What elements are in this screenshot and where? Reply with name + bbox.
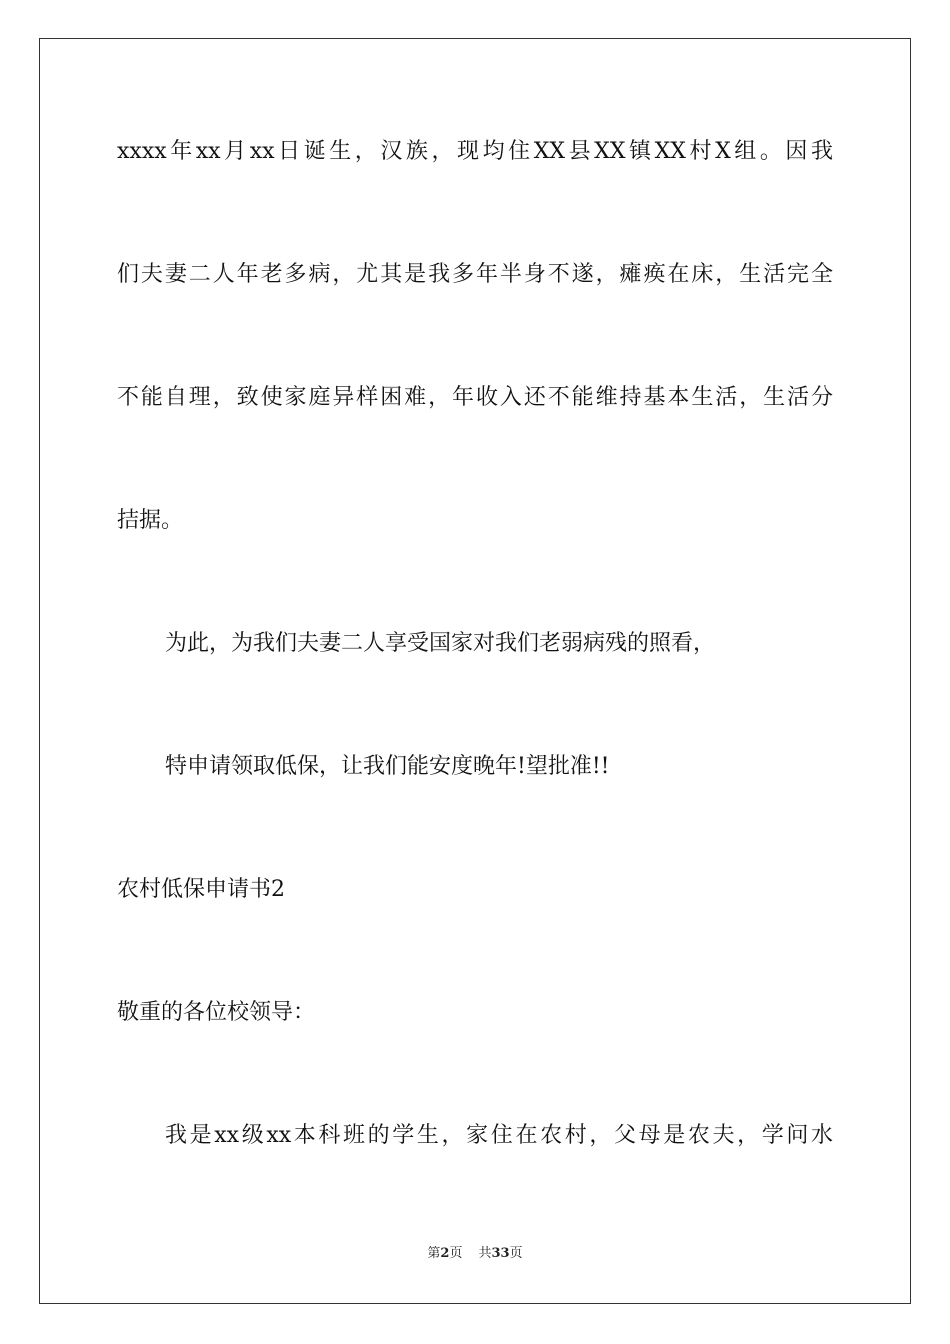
paragraph-line-2: 们夫妻二人年老多病，尤其是我多年半身不遂，瘫痪在床，生活完全 <box>117 262 833 287</box>
page-suffix: 页 <box>449 1246 463 1261</box>
section-title: 农村低保申请书2 <box>117 877 285 902</box>
paragraph-line-6: 特申请领取低保，让我们能安度晚年!望批准!! <box>165 754 610 779</box>
paragraph-line-5: 为此，为我们夫妻二人享受国家对我们老弱病残的照看， <box>165 631 716 656</box>
salutation: 敬重的各位校领导： <box>117 1000 316 1025</box>
page-footer <box>0 1245 950 1263</box>
page-border <box>39 38 911 1304</box>
paragraph-line-4: 拮据。 <box>117 508 184 533</box>
paragraph-line-3: 不能自理，致使家庭异样困难，年收入还不能维持基本生活，生活分 <box>117 385 833 410</box>
total-suffix: 页 <box>509 1246 523 1261</box>
paragraph-line-9: 我是xx级xx本科班的学生，家住在农村，父母是农夫，学问水 <box>165 1123 833 1148</box>
total-pages: 33 <box>491 1246 510 1261</box>
paragraph-line-1: xxxx年xx月xx日诞生，汉族，现均住XX县XX镇XX村X组。因我 <box>117 139 833 164</box>
page-number: 2 <box>440 1246 450 1261</box>
total-prefix: 共 <box>478 1246 492 1261</box>
page-prefix: 第 <box>427 1246 441 1261</box>
